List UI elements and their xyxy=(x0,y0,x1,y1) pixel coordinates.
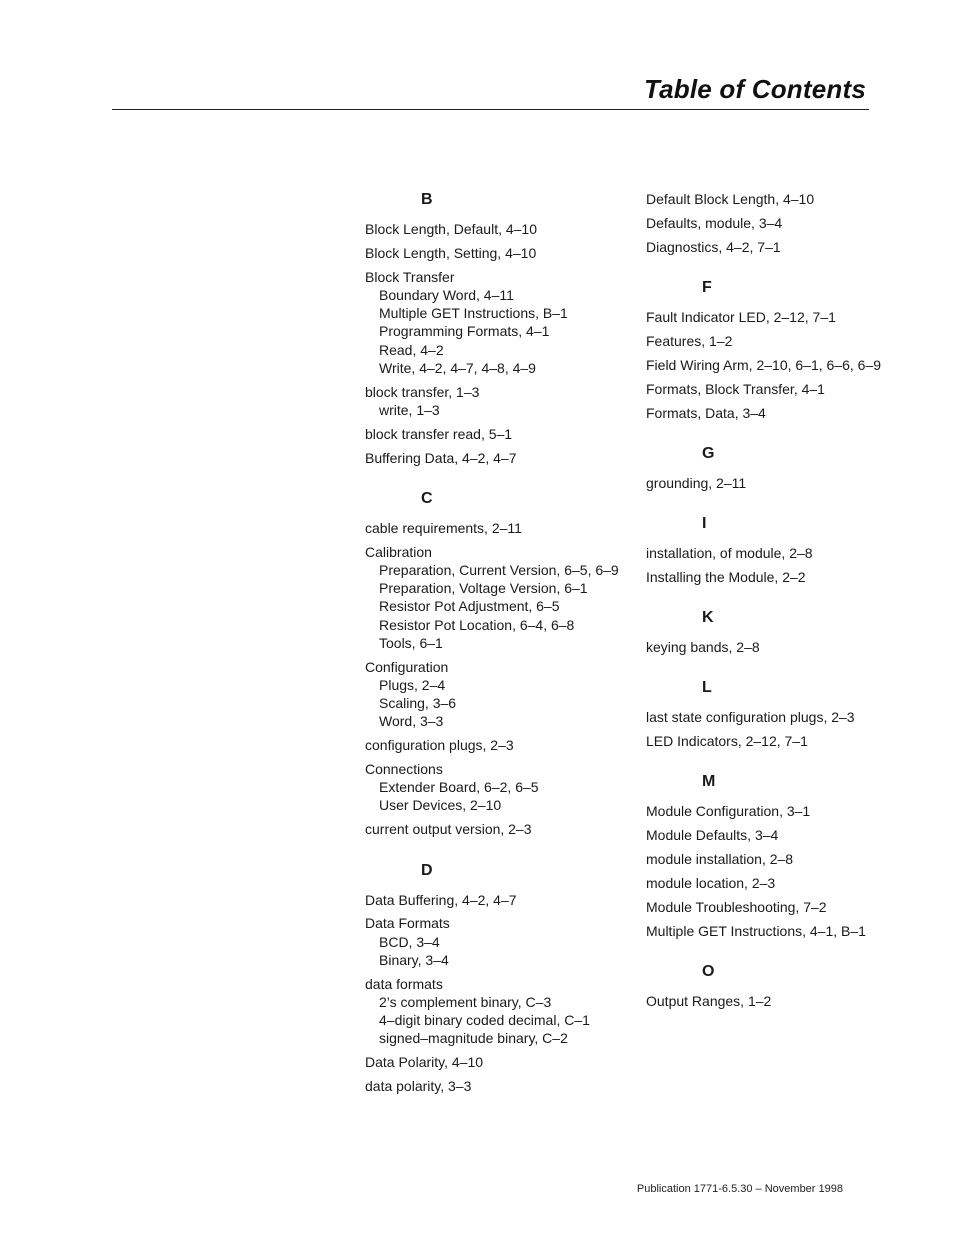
index-entry-text: LED Indicators, 2‒12, 7‒1 xyxy=(646,733,808,750)
index-subentry: Tools, 6‒1 xyxy=(379,634,443,651)
index-entry xyxy=(646,922,886,940)
index-entry-text: data polarity, 3‒3 xyxy=(365,1078,472,1095)
section-letter: B xyxy=(421,191,433,208)
index-section-continued xyxy=(646,190,886,256)
index-entry-text: Calibration xyxy=(365,543,432,560)
section-letter: O xyxy=(702,963,715,980)
index-entry xyxy=(646,826,886,844)
index-entry xyxy=(646,568,886,586)
page-title: Table of Contents xyxy=(644,74,866,104)
index-section-c xyxy=(365,489,625,839)
index-entry-text: Module Configuration, 3‒1 xyxy=(646,803,811,820)
section-letter: K xyxy=(702,609,714,627)
index-entry xyxy=(646,992,886,1010)
index-entry-text: Multiple GET Instructions, 4‒1, B‒1 xyxy=(646,922,866,939)
index-subentry: write, 1‒3 xyxy=(379,401,440,418)
title-rule xyxy=(112,109,869,110)
index-entry xyxy=(646,308,886,326)
index-entry-text: Default Block Length, 4‒10 xyxy=(646,191,815,207)
index-entries xyxy=(646,190,886,256)
index-entry-text: Connections xyxy=(365,761,443,778)
index-entry-text: Output Ranges, 1‒2 xyxy=(646,993,772,1009)
index-entry-text: last state configuration plugs, 2‒3 xyxy=(646,709,855,726)
index-entry xyxy=(365,220,625,238)
index-entry-text: current output version, 2‒3 xyxy=(365,821,532,838)
index-entry xyxy=(646,356,886,374)
index-subentry: Preparation, Current Version, 6‒5, 6‒9 xyxy=(379,561,619,578)
index-subentry: 4‒digit binary coded decimal, C‒1 xyxy=(379,1012,590,1029)
index-section-k xyxy=(646,608,886,656)
index-entry xyxy=(365,1077,625,1095)
index-entry-text: Module Defaults, 3‒4 xyxy=(646,827,779,844)
index-entry-text: installation, of module, 2‒8 xyxy=(646,544,813,561)
index-entry xyxy=(646,404,886,422)
index-entry-text: Configuration xyxy=(365,658,449,675)
index-entry-text: cable requirements, 2‒11 xyxy=(365,519,522,536)
index-entry-text: module installation, 2‒8 xyxy=(646,851,794,868)
index-subentry: Resistor Pot Location, 6‒4, 6‒8 xyxy=(379,616,575,633)
index-entry-text: Block Transfer xyxy=(365,268,455,285)
publication-footer: Publication 1771-6.5.30 – November 1998 xyxy=(636,1183,843,1195)
index-entry xyxy=(365,519,625,537)
index-section-g xyxy=(646,444,886,492)
index-entries xyxy=(365,891,625,1096)
index-subentry: Multiple GET Instructions, B‒1 xyxy=(379,305,568,322)
index-subentry: Scaling, 3‒6 xyxy=(379,695,457,712)
index-section-b xyxy=(365,190,625,467)
index-section-l xyxy=(646,678,886,750)
index-entry-text: block transfer read, 5‒1 xyxy=(365,425,513,442)
index-entry xyxy=(365,383,625,419)
section-letter: F xyxy=(702,278,712,296)
index-entry xyxy=(365,268,625,377)
index-entry xyxy=(365,975,625,1048)
section-letter: I xyxy=(702,514,707,532)
index-entry-text: Features, 1‒2 xyxy=(646,332,733,349)
index-subentry: Boundary Word, 4‒11 xyxy=(379,286,514,303)
index-entry xyxy=(646,802,886,820)
index-entries xyxy=(646,544,886,586)
index-entry-text: Data Formats xyxy=(365,915,450,932)
index-entry xyxy=(646,474,886,492)
index-entry xyxy=(646,638,886,656)
index-subentry: Binary, 3‒4 xyxy=(379,951,449,968)
index-subentry: Extender Board, 6‒2, 6‒5 xyxy=(379,779,539,796)
index-entry xyxy=(365,449,625,467)
index-subentry: Resistor Pot Adjustment, 6‒5 xyxy=(379,598,560,615)
index-column-right xyxy=(646,190,886,1016)
index-section-d xyxy=(365,861,625,1096)
index-entry xyxy=(365,543,625,652)
index-entry-text: Diagnostics, 4‒2, 7‒1 xyxy=(646,238,781,255)
index-entries xyxy=(646,992,886,1010)
index-subentry: Preparation, Voltage Version, 6‒1 xyxy=(379,580,588,597)
index-subentry: Read, 4‒2 xyxy=(379,341,444,358)
index-section-i xyxy=(646,514,886,586)
index-entry xyxy=(365,736,625,754)
index-entry-text: Defaults, module, 3‒4 xyxy=(646,214,783,231)
index-subentry: Write, 4‒2, 4‒7, 4‒8, 4‒9 xyxy=(379,359,536,376)
index-section-m xyxy=(646,772,886,940)
index-entry-text: Formats, Block Transfer, 4‒1 xyxy=(646,380,825,397)
index-subentry: BCD, 3‒4 xyxy=(379,933,440,950)
index-entry-text: Buffering Data, 4‒2, 4‒7 xyxy=(365,449,517,466)
index-entry-text: Formats, Data, 3‒4 xyxy=(646,404,766,421)
index-entries xyxy=(646,638,886,656)
section-letter: M xyxy=(702,773,716,791)
index-entry xyxy=(365,658,625,731)
index-entry-text: module location, 2‒3 xyxy=(646,875,776,892)
index-entry-text: keying bands, 2‒8 xyxy=(646,639,760,656)
index-entry-text: Module Troubleshooting, 7‒2 xyxy=(646,898,827,915)
index-entry xyxy=(646,332,886,350)
index-section-f xyxy=(646,278,886,422)
index-entry xyxy=(365,891,625,909)
index-entry-text: grounding, 2‒11 xyxy=(646,474,747,491)
index-entry xyxy=(646,190,886,208)
index-entry xyxy=(646,214,886,232)
index-entry xyxy=(646,898,886,916)
index-entry-text: data formats xyxy=(365,975,443,992)
index-subentry: signed‒magnitude binary, C‒2 xyxy=(379,1030,568,1047)
index-section-o xyxy=(646,962,886,1010)
section-letter: D xyxy=(421,861,433,879)
index-entry xyxy=(365,820,625,838)
index-entry-text: block transfer, 1‒3 xyxy=(365,383,480,400)
index-entry xyxy=(646,380,886,398)
index-entries xyxy=(365,220,625,467)
index-entry-text: Block Length, Default, 4‒10 xyxy=(365,221,538,237)
index-entry xyxy=(646,732,886,750)
index-subentry: Word, 3‒3 xyxy=(379,713,444,730)
index-entry xyxy=(365,244,625,262)
index-entry xyxy=(646,874,886,892)
index-entry xyxy=(365,425,625,443)
index-entries xyxy=(646,708,886,750)
index-entry-text: Field Wiring Arm, 2‒10, 6‒1, 6‒6, 6‒9 xyxy=(646,356,882,373)
index-subentry: 2’s complement binary, C‒3 xyxy=(379,993,552,1010)
index-entry-text: Data Polarity, 4‒10 xyxy=(365,1054,484,1071)
section-letter: L xyxy=(702,679,712,697)
index-entry xyxy=(646,850,886,868)
index-subentry: Programming Formats, 4‒1 xyxy=(379,323,550,340)
index-entry-text: configuration plugs, 2‒3 xyxy=(365,737,514,754)
index-entry-text: Installing the Module, 2‒2 xyxy=(646,568,806,585)
index-entries xyxy=(646,308,886,422)
index-subentry: User Devices, 2‒10 xyxy=(379,797,502,814)
index-entry xyxy=(646,708,886,726)
index-entry xyxy=(646,238,886,256)
index-entries xyxy=(646,474,886,492)
section-letter: C xyxy=(421,489,433,507)
index-entry-text: Data Buffering, 4‒2, 4‒7 xyxy=(365,891,517,908)
index-column-left xyxy=(365,190,625,1101)
index-entries xyxy=(365,519,625,839)
index-entry xyxy=(365,914,625,969)
index-entries xyxy=(646,802,886,940)
index-entry xyxy=(646,544,886,562)
index-entry-text: Fault Indicator LED, 2‒12, 7‒1 xyxy=(646,308,836,325)
index-entry xyxy=(365,760,625,815)
section-letter: G xyxy=(702,444,715,462)
index-entry-text: Block Length, Setting, 4‒10 xyxy=(365,244,537,261)
index-subentry: Plugs, 2‒4 xyxy=(379,676,446,693)
index-entry xyxy=(365,1053,625,1071)
